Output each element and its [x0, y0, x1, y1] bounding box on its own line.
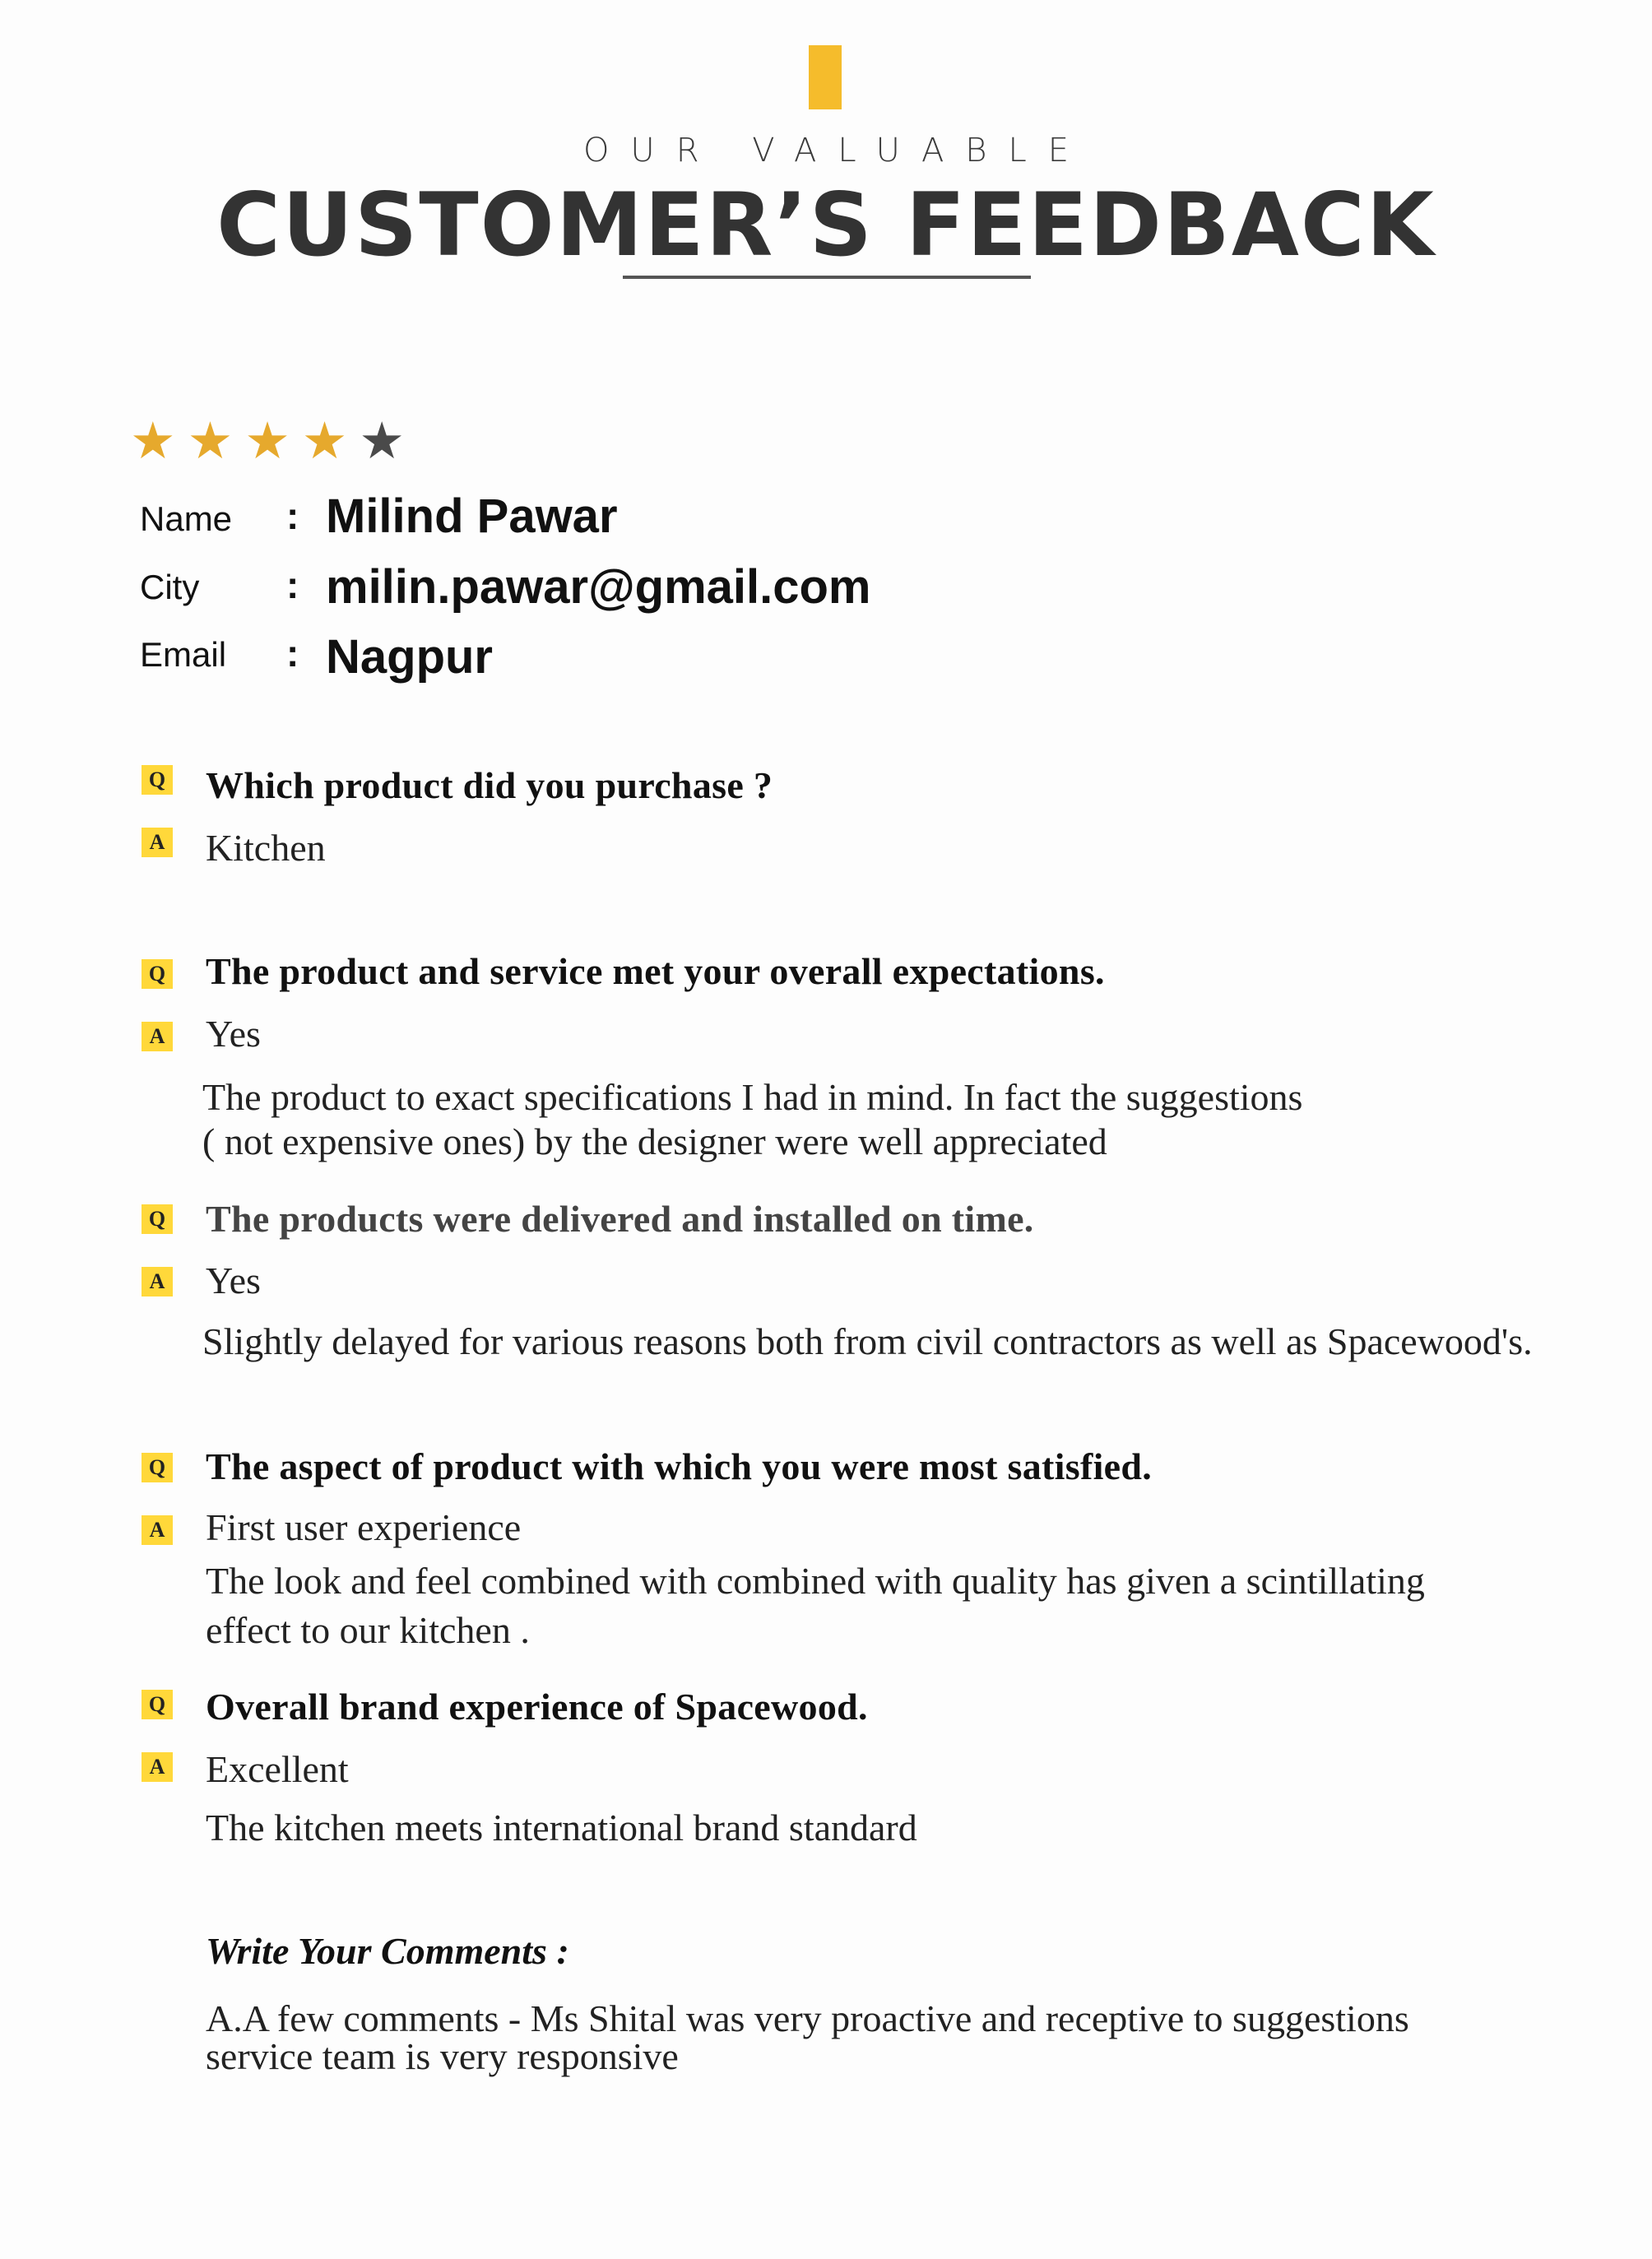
answer-2-detail-line-2: ( not expensive ones) by the designer were well appreciated	[202, 1120, 1107, 1162]
email-value: Nagpur	[326, 630, 493, 684]
answer-4-detail-line-2: effect to our kitchen .	[206, 1609, 530, 1651]
answer-4: First user experience	[206, 1506, 522, 1548]
question-badge: Q	[142, 1690, 173, 1719]
title-underline	[623, 276, 1031, 279]
answer-badge: A	[142, 1752, 173, 1782]
header-subtitle: OUR VALUABLE	[582, 132, 1091, 169]
question-1: Which product did you purchase ?	[206, 764, 773, 806]
question-3: The products were delivered and installed on time.	[206, 1198, 1034, 1240]
answer-1: Kitchen	[206, 827, 326, 869]
question-4: The aspect of product with which you were most satisfied.	[206, 1445, 1153, 1487]
answer-badge: A	[142, 1022, 173, 1051]
email-label: Email	[140, 635, 227, 674]
question-5: Overall brand experience of Spacewood.	[206, 1686, 868, 1728]
question-badge: Q	[142, 765, 173, 795]
star-rating	[130, 411, 405, 471]
answer-5: Excellent	[206, 1748, 349, 1790]
answer-badge: A	[142, 1515, 173, 1545]
star-filled-icon: ★	[187, 411, 234, 471]
question-badge: Q	[142, 959, 173, 989]
city-label: City	[140, 568, 200, 606]
city-value: milin.pawar@gmail.com	[326, 560, 871, 614]
name-separator: :	[286, 494, 299, 537]
name-value: Milind Pawar	[326, 489, 618, 543]
question-badge: Q	[142, 1453, 173, 1482]
answer-5-detail-line-1: The kitchen meets international brand standard	[206, 1807, 917, 1848]
star-filled-icon: ★	[244, 411, 290, 471]
answer-3-detail-line-1: Slightly delayed for various reasons both from civil contractors as well as Spacewood's.	[202, 1320, 1533, 1362]
accent-bar	[809, 45, 842, 109]
answer-badge: A	[142, 1267, 173, 1296]
star-filled-icon: ★	[130, 411, 176, 471]
question-badge: Q	[142, 1204, 173, 1234]
name-label: Name	[140, 499, 233, 538]
answer-3: Yes	[206, 1259, 261, 1301]
comments-line-1: A.A few comments - Ms Shital was very proactive and receptive to suggestions	[206, 1997, 1409, 2039]
star-filled-icon: ★	[301, 411, 348, 471]
answer-4-detail-line-1: The look and feel combined with combined with quality has given a scintillating	[206, 1560, 1425, 1602]
email-separator: :	[286, 632, 299, 675]
city-separator: :	[286, 564, 299, 606]
comments-line-2: service team is very responsive	[206, 2035, 679, 2077]
answer-2-detail-line-1: The product to exact specifications I had in mind. In fact the suggestions	[202, 1076, 1303, 1118]
star-empty-icon: ★	[359, 411, 405, 471]
page-title: CUSTOMER’S FEEDBACK	[216, 174, 1436, 276]
question-2: The product and service met your overall expectations.	[206, 950, 1105, 992]
answer-badge: A	[142, 828, 173, 857]
answer-2: Yes	[206, 1013, 261, 1055]
comments-title: Write Your Comments :	[206, 1930, 569, 1972]
